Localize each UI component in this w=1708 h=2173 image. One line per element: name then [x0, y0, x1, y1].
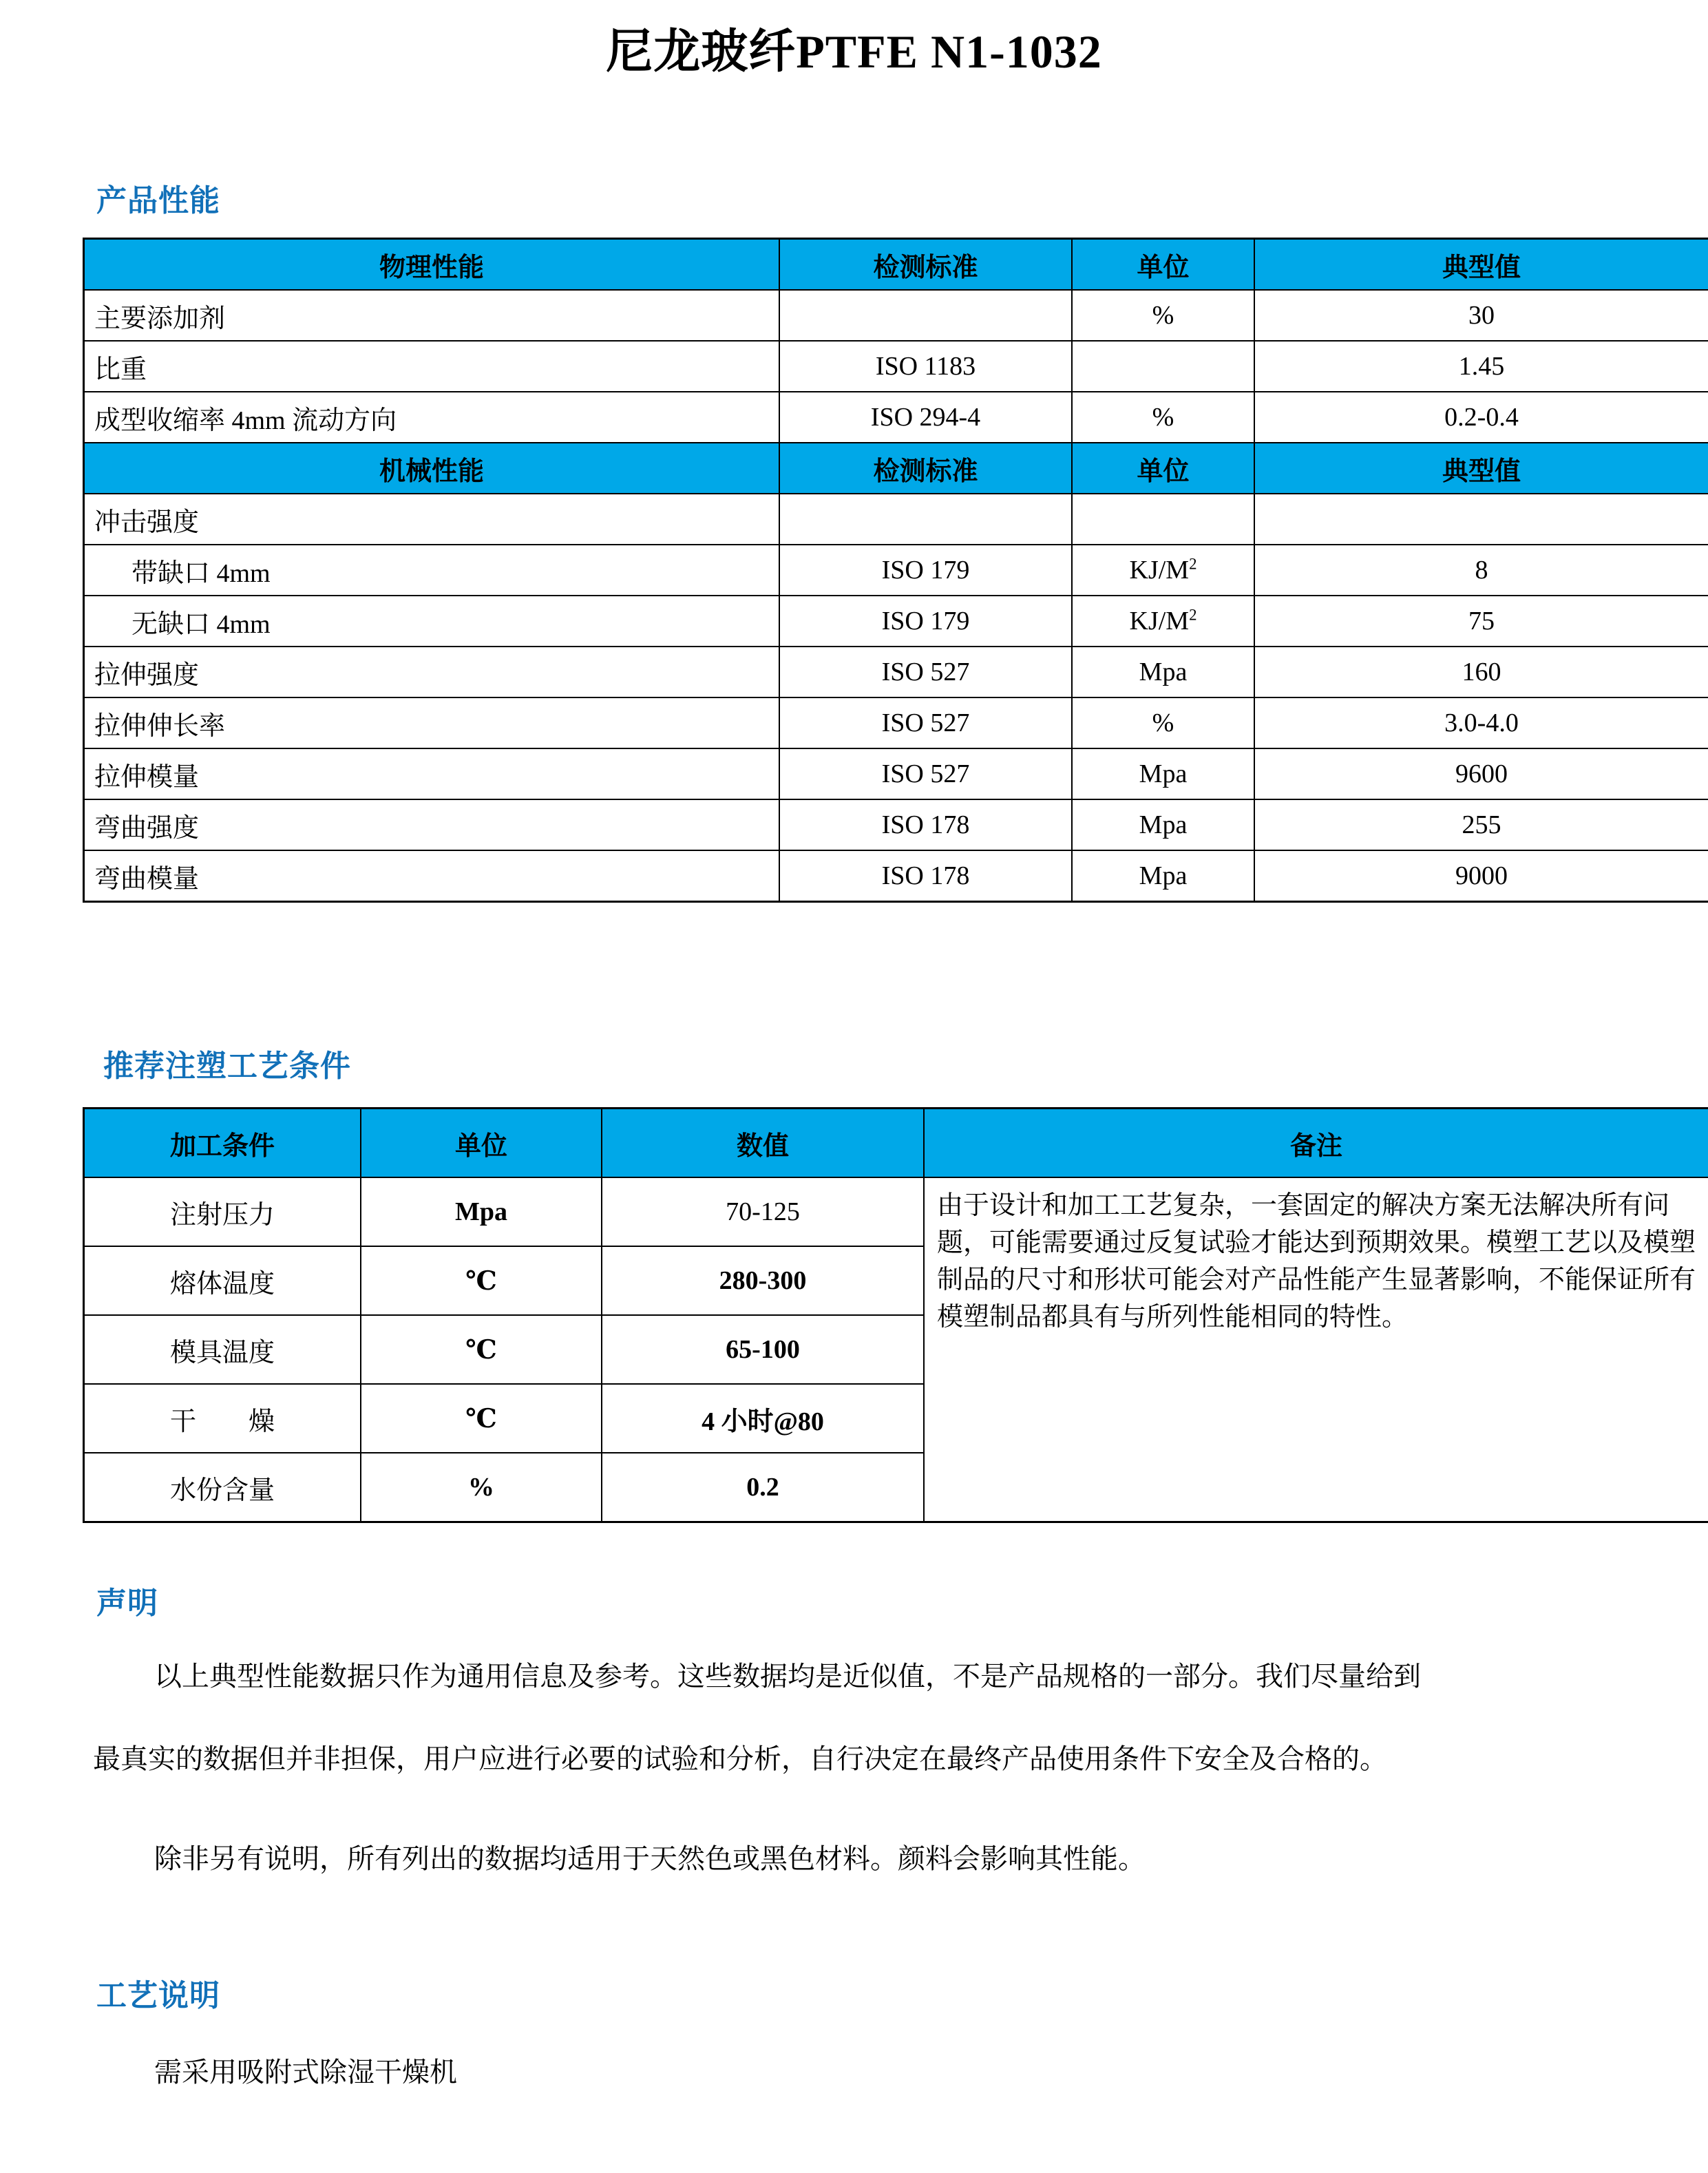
- table-row: [84, 596, 1708, 647]
- property-standard: ISO 527: [779, 748, 1072, 799]
- condition-unit: ℃: [361, 1246, 602, 1315]
- column-header-physical-property: 物理性能: [84, 239, 780, 291]
- table-header-mechanical: [84, 443, 1708, 494]
- property-unit: [1072, 596, 1254, 647]
- table-header-physical: [84, 239, 1708, 291]
- property-value: [1254, 494, 1708, 545]
- process-notes-line-1: 需采用吸附式除湿干燥机: [154, 2057, 457, 2088]
- property-value: 3.0-4.0: [1254, 697, 1708, 748]
- property-value: 9000: [1254, 850, 1708, 902]
- table-row: [84, 341, 1708, 392]
- property-value: 1.45: [1254, 341, 1708, 392]
- page-title: 尼龙玻纤PTFE N1-1032: [606, 25, 1102, 78]
- unit-exponent: 2: [1189, 555, 1197, 573]
- condition-value: 0.2: [602, 1453, 924, 1522]
- property-standard: ISO 179: [779, 545, 1072, 596]
- property-unit: %: [1072, 290, 1254, 341]
- property-standard: ISO 527: [779, 697, 1072, 748]
- property-standard: ISO 527: [779, 647, 1072, 697]
- property-unit: [1072, 545, 1254, 596]
- table-row: [84, 697, 1708, 748]
- statement-line-2: 最真实的数据但并非担保，用户应进行必要的试验和分析，自行决定在最终产品使用条件下安全及合格的。: [93, 1743, 1387, 1774]
- property-value: 9600: [1254, 748, 1708, 799]
- property-unit: [1072, 341, 1254, 392]
- property-name: 成型收缩率 4mm 流动方向: [84, 392, 780, 443]
- condition-name: 干 燥: [84, 1384, 361, 1453]
- property-standard: ISO 294-4: [779, 392, 1072, 443]
- condition-unit: %: [361, 1453, 602, 1522]
- condition-name: 水份含量: [84, 1453, 361, 1522]
- condition-unit: ℃: [361, 1384, 602, 1453]
- property-value: 255: [1254, 799, 1708, 850]
- table-row: [84, 799, 1708, 850]
- unit-base: KJ/M: [1129, 556, 1190, 585]
- statement-line-3: 除非另有说明，所有列出的数据均适用于天然色或黑色材料。颜料会影响其性能。: [154, 1843, 1146, 1874]
- property-unit: Mpa: [1072, 647, 1254, 697]
- property-name: 弯曲强度: [84, 799, 780, 850]
- property-name: 弯曲模量: [84, 850, 780, 902]
- property-standard: ISO 178: [779, 799, 1072, 850]
- property-name: 拉伸强度: [84, 647, 780, 697]
- property-standard: [779, 290, 1072, 341]
- condition-name: 模具温度: [84, 1315, 361, 1384]
- property-unit: [1072, 494, 1254, 545]
- property-value: 30: [1254, 290, 1708, 341]
- property-unit: %: [1072, 392, 1254, 443]
- property-standard: [779, 494, 1072, 545]
- column-header-value: 数值: [602, 1109, 924, 1178]
- property-unit: Mpa: [1072, 799, 1254, 850]
- table-row: [84, 392, 1708, 443]
- property-unit: %: [1072, 697, 1254, 748]
- column-header-typical-value: 典型值: [1254, 443, 1708, 494]
- property-standard: ISO 179: [779, 596, 1072, 647]
- condition-value: 280-300: [602, 1246, 924, 1315]
- unit-exponent: 2: [1189, 606, 1197, 624]
- table-row: [84, 545, 1708, 596]
- column-header-remark: 备注: [924, 1109, 1708, 1178]
- property-name: 比重: [84, 341, 780, 392]
- column-header-test-standard: 检测标准: [779, 239, 1072, 291]
- property-unit: Mpa: [1072, 850, 1254, 902]
- table-row: [84, 290, 1708, 341]
- column-header-typical-value: 典型值: [1254, 239, 1708, 291]
- table-row: [84, 748, 1708, 799]
- property-value: 75: [1254, 596, 1708, 647]
- condition-unit: Mpa: [361, 1177, 602, 1246]
- table-row: [84, 850, 1708, 902]
- condition-value: 70-125: [602, 1177, 924, 1246]
- section-heading-product-properties: 产品性能: [96, 184, 220, 218]
- table-header-process: [84, 1109, 1708, 1178]
- column-header-test-standard: 检测标准: [779, 443, 1072, 494]
- property-name: 无缺口 4mm: [84, 596, 780, 647]
- property-name: 冲击强度: [84, 494, 780, 545]
- section-heading-process-notes: 工艺说明: [96, 1979, 220, 2013]
- column-header-mechanical-property: 机械性能: [84, 443, 780, 494]
- property-standard: ISO 1183: [779, 341, 1072, 392]
- property-standard: ISO 178: [779, 850, 1072, 902]
- condition-name: 注射压力: [84, 1177, 361, 1246]
- product-properties-table: [83, 238, 1708, 903]
- column-header-unit: 单位: [1072, 239, 1254, 291]
- property-value: 0.2-0.4: [1254, 392, 1708, 443]
- condition-name: 熔体温度: [84, 1246, 361, 1315]
- property-name: 拉伸伸长率: [84, 697, 780, 748]
- condition-value: 65-100: [602, 1315, 924, 1384]
- process-remark-text: 由于设计和加工工艺复杂，一套固定的解决方案无法解决所有问题，可能需要通过反复试验才能达到预期效果。模塑工艺以及模塑制品的尺寸和形状可能会对产品性能产生显著影响，不能保证所有模塑制品都具有与所列性能相同的特性。: [924, 1177, 1708, 1522]
- section-heading-statement: 声明: [96, 1586, 158, 1620]
- property-value: 8: [1254, 545, 1708, 596]
- property-value: 160: [1254, 647, 1708, 697]
- property-name: 主要添加剂: [84, 290, 780, 341]
- condition-unit: ℃: [361, 1315, 602, 1384]
- property-name: 拉伸模量: [84, 748, 780, 799]
- column-header-unit: 单位: [361, 1109, 602, 1178]
- table-row: [84, 494, 1708, 545]
- table-row: [84, 1177, 1708, 1246]
- column-header-process-condition: 加工条件: [84, 1109, 361, 1178]
- table-row: [84, 647, 1708, 697]
- statement-line-1: 以上典型性能数据只作为通用信息及参考。这些数据均是近似值，不是产品规格的一部分。我们尽量给到: [154, 1661, 1421, 1692]
- process-conditions-table: [83, 1107, 1708, 1523]
- condition-value: 4 小时@80: [602, 1384, 924, 1453]
- unit-base: KJ/M: [1129, 607, 1190, 636]
- property-unit: Mpa: [1072, 748, 1254, 799]
- section-heading-process-conditions: 推荐注塑工艺条件: [103, 1049, 351, 1083]
- property-name: 带缺口 4mm: [84, 545, 780, 596]
- column-header-unit: 单位: [1072, 443, 1254, 494]
